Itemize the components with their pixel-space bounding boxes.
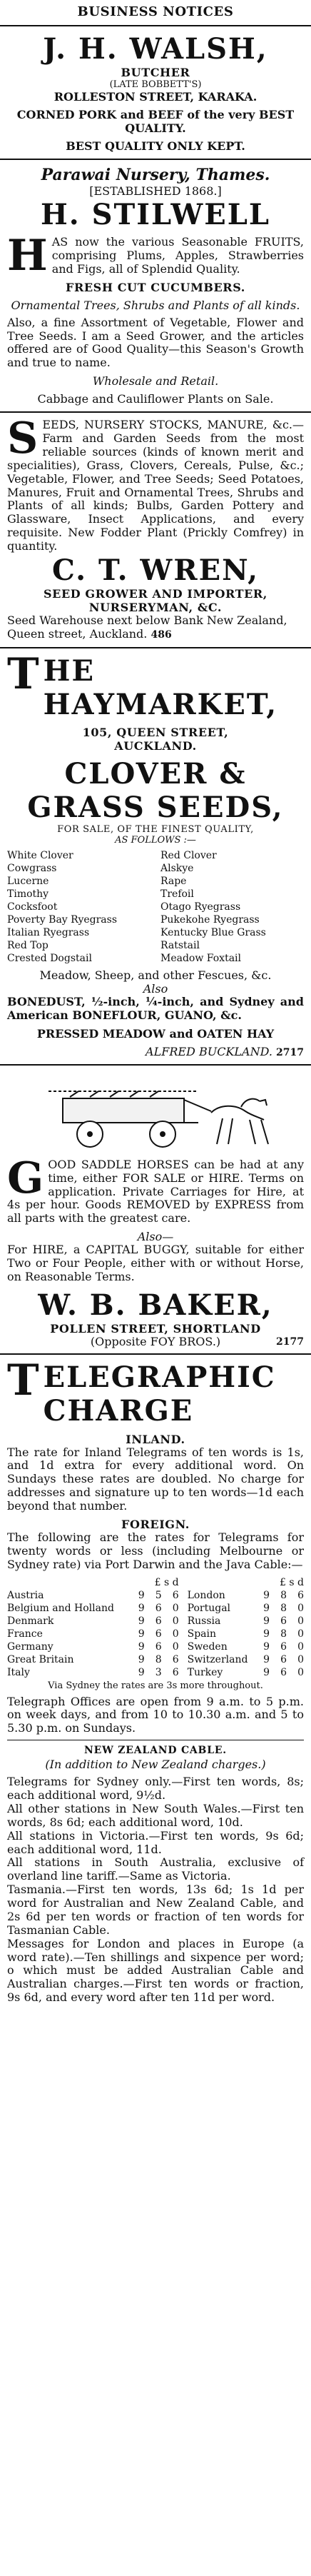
baker-name: W. B. BAKER, <box>38 1288 273 1322</box>
rates-row <box>7 1589 304 1602</box>
rate-right-pence: 8 <box>280 1589 287 1601</box>
walsh-trade: BUTCHER <box>121 66 190 79</box>
parawai-plants: Cabbage and Cauliflower Plants on Sale. <box>37 392 274 406</box>
seed-right-4: Otago Ryegrass <box>160 901 241 913</box>
rate-left-shillings: 9 <box>138 1602 145 1614</box>
wren-name: C. T. WREN, <box>51 553 260 587</box>
parawai-advert <box>0 160 311 413</box>
wren-title: SEED GROWER AND IMPORTER, NURSERYMAN, &C. <box>44 586 267 614</box>
haymarket-heading: CLOVER & GRASS SEEDS, <box>27 757 284 824</box>
rate-left-extra: 6 <box>172 1589 179 1601</box>
telegraphic-foreign: FOREIGN. <box>121 1517 190 1531</box>
seed-right-5: Pukekohe Ryegrass <box>160 914 260 926</box>
nz-cable-heading: NEW ZEALAND CABLE. <box>84 1745 227 1757</box>
telegraphic-inland: INLAND. <box>126 1432 185 1446</box>
rate-right-extra: 6 <box>297 1589 304 1601</box>
walsh-line2: BEST QUALITY ONLY KEPT. <box>66 139 245 153</box>
rate-left-pence: 6 <box>155 1640 162 1653</box>
telegraphic-dropcap: T <box>7 1355 39 1406</box>
seed-left-2: Lucerne <box>7 876 49 887</box>
parawai-established: [ESTABLISHED 1868.] <box>89 184 222 198</box>
rate-right-extra: 0 <box>297 1640 304 1653</box>
rate-right-pence: 6 <box>280 1640 287 1653</box>
rates-currency-right: £ s d <box>280 1576 304 1588</box>
telegraphic-rates-table <box>7 1576 304 1679</box>
nz-cable-intro: (In addition to New Zealand charges.) <box>45 1758 266 1772</box>
rate-right-pence: 6 <box>280 1653 287 1665</box>
haymarket-signature-row <box>7 1045 304 1058</box>
rate-left-pence: 6 <box>155 1628 162 1640</box>
rate-left-pence: 6 <box>155 1602 162 1614</box>
baker-footer-row <box>7 1335 304 1348</box>
wren-address-row <box>7 614 304 641</box>
rate-left-country: Great Britain <box>7 1653 74 1665</box>
rate-right-country: London <box>187 1589 225 1601</box>
rate-right-pence: 8 <box>280 1628 287 1640</box>
rate-left-extra: 6 <box>172 1666 179 1678</box>
wren-address: Seed Warehouse next below Bank New Zealand, Queen street, Auckland. <box>7 613 287 641</box>
page-title: BUSINESS NOTICES <box>0 0 311 26</box>
rate-left-shillings: 9 <box>138 1640 145 1653</box>
parawai-trees: Ornamental Trees, Shrubs and Plants of all kinds. <box>11 298 300 312</box>
rate-left-pence: 5 <box>155 1589 162 1601</box>
rate-right-shillings: 9 <box>263 1628 270 1640</box>
telegraphic-title: ELEGRAPHIC CHARGE <box>43 1360 276 1428</box>
baker-number: 2177 <box>276 1335 304 1348</box>
rate-right-pence: 6 <box>280 1615 287 1627</box>
seed-left-8: Crested Dogstail <box>7 953 92 964</box>
haymarket-also: Also <box>143 982 168 996</box>
wren-number: 486 <box>151 628 172 641</box>
rate-right-extra: 0 <box>297 1628 304 1640</box>
telegraphic-sydney-note: Via Sydney the rates are 3s more throughout. <box>48 1680 263 1691</box>
haymarket-proprietor: ALFRED BUCKLAND. <box>146 1044 272 1058</box>
seed-right-0: Red Clover <box>160 850 217 861</box>
telegraphic-office-hours: Telegraph Offices are open from 9 a.m. to 5 p.m. on week days, and from 10 to 10.30 a.m. and 5 to 5.30 p.m. on Sundays. <box>7 1694 304 1735</box>
rate-right-country: Spain <box>187 1628 217 1640</box>
haymarket-address: 105, QUEEN STREET, <box>82 726 229 739</box>
rate-right-country: Sweden <box>187 1640 228 1653</box>
seed-left-6: Italian Ryegrass <box>7 927 90 938</box>
rate-right-shillings: 9 <box>263 1666 270 1678</box>
parawai-dropcap: H <box>7 231 48 281</box>
haymarket-title-block <box>7 648 304 721</box>
haymarket-pressed: PRESSED MEADOW and OATEN HAY <box>36 1026 275 1041</box>
nz-cable-text-3: All stations in Victoria.—First ten words, 9s 6d; each additional word, 11d. <box>7 1828 304 1856</box>
parawai-intro: AS now the various Seasonable FRUITS, comprising Plums, Apples, Strawberries and Figs, all of Splendid Quality. <box>51 235 304 276</box>
rate-left-extra: 0 <box>172 1602 179 1614</box>
rates-row <box>7 1653 304 1666</box>
haymarket-number: 2717 <box>276 1046 304 1058</box>
rates-row <box>7 1640 304 1653</box>
rates-row <box>7 1666 304 1679</box>
walsh-advert <box>0 26 311 160</box>
seed-right-6: Kentucky Blue Grass <box>160 927 266 938</box>
rate-left-pence: 6 <box>155 1615 162 1627</box>
telegraphic-title-block <box>7 1355 304 1428</box>
wren-text: EEDS, NURSERY STOCKS, MANURE, &c.—Farm and Garden Seeds from the most reliable sources (kinds of known merit and specialities), Grass, Clovers, Cereals, Pulse, &c.; Vegetable, Flower, and Tree Seeds; Seed Potatoes, Manures, Fruit and Ornamental Trees, Shrubs and Plants of all kinds; Bulbs, Garden Pottery and Glassware, Insect Applications, and every requisite. New Fodder Plant (Prickly Comfrey) in quantity. <box>7 418 304 553</box>
parawai-cucumbers: FRESH CUT CUCUMBERS. <box>66 280 245 294</box>
baker-text-block <box>7 1153 304 1226</box>
telegraphic-inland-text: The rate for Inland Telegrams of ten words is 1s, and 1d extra for every additional word. On Sundays these rates are doubled. No charge for addresses and signature up to ten words—1d each beyond that number. <box>7 1445 304 1513</box>
rate-right-extra: 0 <box>297 1653 304 1665</box>
walsh-address: ROLLESTON STREET, KARAKA. <box>53 90 258 104</box>
telegraphic-foreign-text: The following are the rates for Telegrams for twenty words or less (including Melbourne or Sydney rate) via Port Darwin and the Java Cable:— <box>7 1530 304 1571</box>
baker-text: OOD SADDLE HORSES can be had at any time, either FOR SALE or HIRE. Terms on application. Private Carriages for Hire, at 4s per hour. Goods REMOVED by EXPRESS from all parts with the greatest care. <box>7 1157 304 1226</box>
baker-also: Also— <box>137 1230 174 1244</box>
rate-left-country: Germany <box>7 1640 53 1653</box>
baker-advert <box>0 1066 311 1355</box>
rate-left-pence: 8 <box>155 1653 162 1665</box>
haymarket-mixed: Meadow, Sheep, and other Fescues, &c. <box>39 968 272 982</box>
rate-left-shillings: 9 <box>138 1628 145 1640</box>
haymarket-as-follows: AS FOLLOWS :— <box>115 835 196 846</box>
rate-right-shillings: 9 <box>263 1602 270 1614</box>
rate-left-extra: 0 <box>172 1640 179 1653</box>
haymarket-dropcap: T <box>7 648 39 699</box>
wagon-icon <box>27 1078 284 1153</box>
rate-left-country: Denmark <box>7 1615 54 1627</box>
seed-left-5: Poverty Bay Ryegrass <box>7 914 118 926</box>
parawai-heading: Parawai Nursery, Thames. <box>41 166 270 184</box>
rate-right-country: Russia <box>187 1615 221 1627</box>
seed-right-8: Meadow Foxtail <box>160 953 241 964</box>
rate-right-extra: 0 <box>297 1615 304 1627</box>
baker-address: POLLEN STREET, SHORTLAND <box>50 1321 261 1335</box>
seed-left-0: White Clover <box>7 850 73 861</box>
wren-text-block <box>7 414 304 553</box>
walsh-line1: CORNED PORK and BEEF of the very BEST QUALITY. <box>16 108 295 135</box>
seed-right-3: Trefoil <box>160 888 194 900</box>
telegraphic-advert <box>0 1355 311 2010</box>
parawai-offer: Also, a fine Assortment of Vegetable, Flower and Tree Seeds. I am a Seed Grower, and the articles offered are of Good Quality—this Season's Growth and true to name. <box>7 315 304 370</box>
haymarket-advert <box>0 648 311 1066</box>
rate-right-extra: 0 <box>297 1602 304 1614</box>
seed-left-4: Cocksfoot <box>7 901 58 913</box>
rates-currency-left: £ s d <box>154 1576 179 1588</box>
rate-left-pence: 3 <box>155 1666 162 1678</box>
rate-right-shillings: 9 <box>263 1589 270 1601</box>
rate-right-country: Portugal <box>187 1602 231 1614</box>
seed-right-1: Alskye <box>160 863 194 874</box>
nz-cable-text-6: Messages for London and places in Europe (a word rate).—Ten shillings and sixpence per word; o which must be added Australian Cable and Australian charges.—First ten words or fraction, 9s 6d, and every word after ten 11d per word. <box>7 1936 304 2005</box>
haymarket-sub: FOR SALE, OF THE FINEST QUALITY, <box>57 824 254 835</box>
baker-opposite: (Opposite FOY BROS.) <box>90 1334 221 1348</box>
rate-left-country: Belgium and Holland <box>7 1602 114 1614</box>
rate-left-country: Austria <box>7 1589 44 1601</box>
rate-left-shillings: 9 <box>138 1666 145 1678</box>
seed-right-7: Ratstail <box>160 940 200 951</box>
nz-cable-text-1: Telegrams for Sydney only.—First ten words, 8s; each additional word, 9½d. <box>7 1775 304 1803</box>
haymarket-seeds-list <box>7 850 304 964</box>
parawai-intro-block <box>7 231 304 281</box>
rate-left-extra: 6 <box>172 1653 179 1665</box>
parawai-sale: Wholesale and Retail. <box>92 374 219 389</box>
rate-left-shillings: 9 <box>138 1589 145 1601</box>
rates-header-row <box>7 1576 304 1589</box>
haymarket-city: AUCKLAND. <box>114 739 197 753</box>
rate-left-shillings: 9 <box>138 1615 145 1627</box>
rate-left-extra: 0 <box>172 1615 179 1627</box>
seed-left-1: Cowgrass <box>7 863 57 874</box>
rate-right-country: Turkey <box>187 1666 223 1678</box>
wren-dropcap: S <box>7 414 39 464</box>
walsh-late: (LATE BOBBETT'S) <box>109 79 202 90</box>
rate-right-pence: 6 <box>280 1666 287 1678</box>
rate-right-pence: 8 <box>280 1602 287 1614</box>
haymarket-bonedust: BONEDUST, ½-inch, ¼-inch, and Sydney and American BONEFLOUR, GUANO, &c. <box>7 995 304 1022</box>
baker-hire: For HIRE, a CAPITAL BUGGY, suitable for either Two or Four People, either with or without Horse, on Reasonable Terms. <box>7 1243 304 1283</box>
baker-dropcap: G <box>7 1153 44 1203</box>
rate-left-shillings: 9 <box>138 1653 145 1665</box>
parawai-owner: H. STILWELL <box>40 198 271 231</box>
seed-right-2: Rape <box>160 876 187 887</box>
nz-cable-text-2: All other stations in New South Wales.—First ten words, 8s 6d; each additional word, 10d. <box>7 1801 304 1829</box>
wren-advert <box>0 413 311 648</box>
wagon-illustration <box>7 1076 304 1156</box>
rates-row <box>7 1615 304 1628</box>
rate-left-country: France <box>7 1628 43 1640</box>
rates-row <box>7 1602 304 1615</box>
rate-right-shillings: 9 <box>263 1640 270 1653</box>
haymarket-title: HE HAYMARKET, <box>43 653 278 721</box>
rate-right-shillings: 9 <box>263 1653 270 1665</box>
nz-cable-text-4: All stations in South Australia, exclusive of overland line tariff.—Same as Victoria. <box>7 1855 304 1883</box>
nz-cable-text-5: Tasmania.—First ten words, 13s 6d; 1s 1d per word for Australian and New Zealand Cable, and 2s 6d per ten words or fraction of ten words for Tasmanian Cable. <box>7 1883 304 1937</box>
seed-left-3: Timothy <box>7 888 49 900</box>
seed-left-7: Red Top <box>7 940 49 951</box>
walsh-name: J. H. WALSH, <box>43 32 268 66</box>
rate-right-country: Switzerland <box>187 1653 248 1665</box>
rate-left-country: Italy <box>7 1666 30 1678</box>
rate-left-extra: 0 <box>172 1628 179 1640</box>
rates-row <box>7 1628 304 1640</box>
rate-right-extra: 0 <box>297 1666 304 1678</box>
rate-right-shillings: 9 <box>263 1615 270 1627</box>
